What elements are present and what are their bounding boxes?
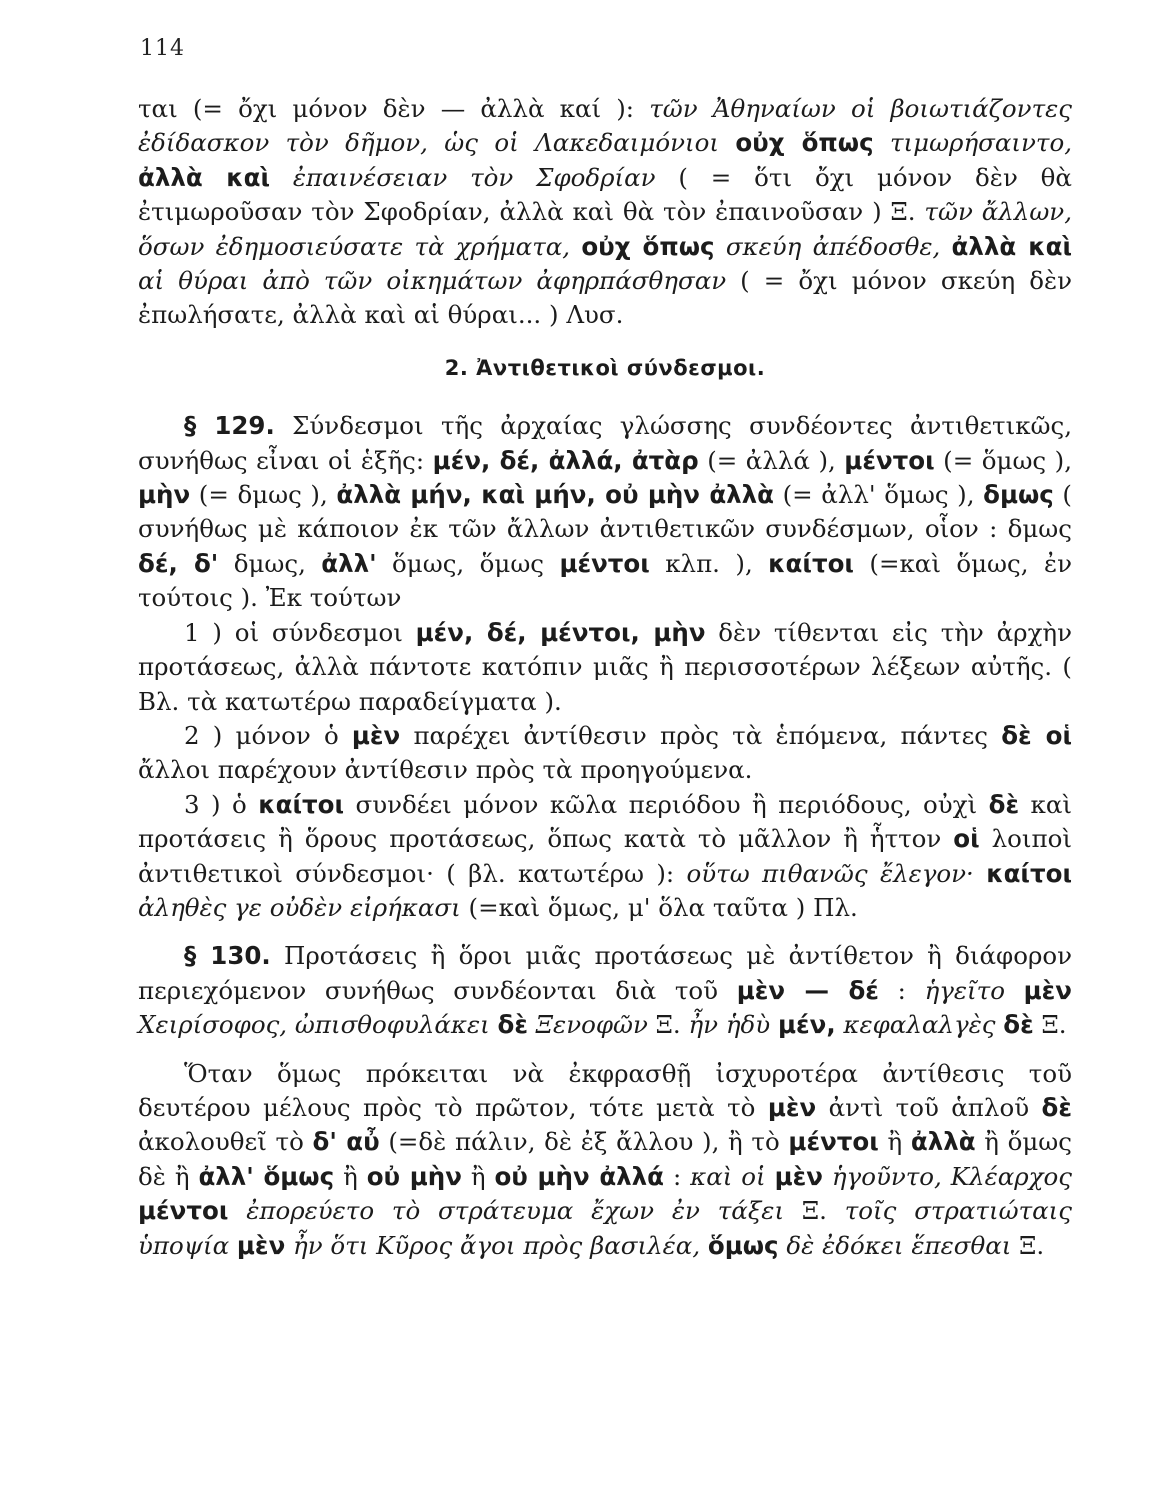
- section-heading: 2. Ἀντιθετικοὶ σύνδεσμοι.: [444, 355, 766, 380]
- text: [974, 859, 986, 888]
- text: (= ἀλλ' ὅμως ),: [774, 480, 984, 510]
- example-text: σκεύη ἀπέδοσθε,: [714, 231, 952, 261]
- bold-term: οὐ μὴν ἀλλά: [494, 1161, 665, 1191]
- example-text: ἀληθὲς γε οὐδὲν εἰρήκασι: [138, 892, 461, 922]
- bold-term: μέντοι: [844, 445, 935, 475]
- example-text: ἐπαινέσειαν τὸν Σφοδρίαν: [270, 162, 656, 192]
- paragraph-130: [138, 939, 1072, 1042]
- bold-term: καίτοι: [258, 789, 345, 819]
- text: ( = ὄχι μόνον σκεύη δὲν ἐπωλήσατε, ἀλλὰ καὶ αἱ θύραι... ) Λυσ.: [138, 266, 1072, 330]
- bold-term: μὲν: [236, 1230, 286, 1260]
- bold-term: μὲν — δέ: [736, 975, 879, 1005]
- text: καὶ προτάσεις ἢ ὅρους προτάσεως, ὅπως κατὰ τὸ μᾶλλον ἢ ἧττον: [138, 789, 1073, 854]
- paragraph-emphatic-contrast: [138, 1057, 1072, 1263]
- example-text: ἡγεῖτο: [924, 975, 1024, 1005]
- bold-term: καίτοι: [986, 858, 1072, 888]
- section-number: § 130.: [184, 941, 271, 971]
- text: Ξ.: [1011, 1230, 1045, 1260]
- bold-term: ἀλλ': [321, 548, 377, 578]
- bold-term: δὲ οἱ: [1001, 720, 1072, 750]
- text: (=καὶ ὅμως, ἐν τούτοις ). Ἐκ τούτων: [138, 548, 1072, 613]
- bold-term: δὲ: [1003, 1010, 1034, 1040]
- example-text: ἦν ὅτι Κῦρος ἄγοι πρὸς βασιλέα,: [285, 1230, 708, 1260]
- bold-term: καίτοι: [768, 548, 854, 578]
- bold-term: δὲ: [988, 789, 1020, 819]
- text: (= ἀλλά ),: [698, 445, 845, 475]
- text: Ξ.: [647, 1010, 689, 1040]
- text: Σύνδεσμοι τῆς ἀρχαίας γλώσσης συνδέοντες ἀντιθετικῶς, συνήθως εἶναι οἱ ἑξῆς:: [138, 411, 1072, 475]
- bold-term: ἀλλὰ καὶ: [951, 231, 1072, 261]
- text: ἢ ὅμως δὲ ἢ: [138, 1127, 1072, 1191]
- bold-term: οὐχ ὅπως: [581, 231, 715, 261]
- example-text: τῶν ἄλλων, ὅσων ἐδημοσιεύσατε τὰ χρήματα,: [138, 197, 1072, 261]
- example-text: ἡγοῦντο, Κλέαρχος: [822, 1161, 1072, 1191]
- example-text: ἐπορεύετο τὸ στράτευμα ἔχων ἐν τάξει: [228, 1196, 785, 1226]
- text: ἀντὶ τοῦ ἁπλοῦ: [816, 1092, 1042, 1122]
- bold-term: ἀλλ' ὅμως: [198, 1161, 335, 1191]
- example-text: Ξενοφῶν: [528, 1010, 648, 1040]
- text: (= δμως ),: [190, 480, 337, 510]
- text: 2 ) μόνον ὁ: [184, 720, 352, 750]
- bold-term: μέντοι: [559, 548, 650, 578]
- page-number: 114: [140, 36, 185, 61]
- text: :: [664, 1161, 691, 1191]
- text: ἢ: [878, 1127, 911, 1157]
- text: 3 ) ὁ: [184, 789, 259, 819]
- text: 1 ) οἱ σύνδεσμοι: [184, 617, 416, 647]
- bold-term: μὲν: [774, 1161, 823, 1191]
- example-text: οὕτω πιθανῶς ἔλεγον·: [686, 858, 974, 888]
- bold-term: μέν,: [777, 1010, 836, 1040]
- bold-term: οἱ: [953, 824, 980, 854]
- example-text: τιμωρήσαιντο,: [873, 128, 1072, 158]
- bold-term: ἀλλὰ καὶ: [138, 162, 271, 192]
- bold-term: μὲν: [351, 720, 401, 750]
- example-text: δὲ ἐδόκει ἕπεσθαι: [778, 1230, 1012, 1260]
- body-text: [138, 92, 1072, 1263]
- text: ἢ: [334, 1161, 367, 1191]
- text: κλπ. ),: [649, 548, 769, 578]
- bold-term: μέν, δέ, ἀλλά, ἀτὰρ: [432, 445, 699, 475]
- example-text: κεφαλαλγὲς: [835, 1010, 996, 1040]
- text: δμως,: [218, 548, 322, 578]
- text: ( συνήθως μὲ κάποιον ἐκ τῶν ἄλλων ἀντιθετικῶν συνδέσμων, οἷον : δμως: [138, 480, 1072, 544]
- bold-term: μὲν: [767, 1092, 817, 1122]
- text: ( = ὅτι ὄχι μόνον δὲν θὰ ἐτιμωροῦσαν τὸν Σφοδρίαν, ἀλλὰ καὶ θὰ τὸν ἐπαινοῦσαν ) Ξ.: [138, 162, 1072, 227]
- bold-term: οὐ μὴν: [366, 1161, 462, 1191]
- bold-term: ἀλλὰ: [910, 1127, 976, 1157]
- section-number: § 129.: [184, 411, 275, 441]
- text: ἄλλοι παρέχουν ἀντίθεσιν πρὸς τὰ προηγούμενα.: [138, 755, 753, 785]
- bold-term: ἀλλὰ μήν, καὶ μήν, οὐ μὴν ἀλλὰ: [336, 480, 774, 510]
- text: Ξ.: [784, 1196, 845, 1226]
- text: συνδέει μόνον κῶλα περιόδου ἢ περιόδους, οὐχὶ: [344, 789, 989, 819]
- paragraph-continuation: [138, 92, 1072, 333]
- bold-term: μέντοι: [788, 1127, 879, 1157]
- bold-term: δὲ: [497, 1010, 529, 1040]
- bold-term: ὅμως: [707, 1230, 779, 1260]
- example-text: ἦν ἡδὺ: [688, 1010, 778, 1040]
- text: ὅμως, ὅμως: [376, 548, 560, 578]
- text: λοιποὶ ἀντιθετικοὶ σύνδεσμοι· ( βλ. κατωτέρω ):: [138, 824, 1072, 888]
- text: (=καὶ ὅμως, μ' ὅλα ταῦτα ) Πλ.: [460, 892, 858, 922]
- bold-term: μέν, δέ, μέντοι, μὴν: [415, 617, 706, 647]
- bold-term: οὐχ ὅπως: [735, 128, 874, 158]
- text: ἢ: [461, 1161, 495, 1191]
- text: Ὅταν ὅμως πρόκειται νὰ ἐκφρασθῇ ἰσχυροτέρα ἀντίθεσις τοῦ δευτέρου μέλους πρὸς τὸ πρῶτον, τότε μετὰ τὸ: [138, 1058, 1072, 1122]
- example-text: καὶ οἱ: [690, 1161, 775, 1191]
- bold-term: δ' αὖ: [312, 1127, 380, 1157]
- example-text: αἱ θύραι ἀπὸ τῶν οἰκημάτων ἀφηρπάσθησαν: [138, 266, 727, 296]
- text: ται (= ὄχι μόνον δὲν — ἀλλὰ καί ):: [138, 94, 650, 123]
- bold-term: μέντοι: [138, 1196, 229, 1226]
- text: ἀκολουθεῖ τὸ: [138, 1127, 313, 1157]
- paragraph-129: [138, 409, 1072, 615]
- bold-term: μὲν: [1023, 975, 1072, 1005]
- bold-term: δέ, δ': [138, 548, 219, 578]
- example-text: τῶν Ἀθηναίων οἱ βοιωτιάζοντες ἐδίδασκον τὸν δῆμον, ὡς οἱ Λακεδαιμόνιοι: [138, 94, 1072, 158]
- text: :: [878, 975, 925, 1005]
- text: παρέχει ἀντίθεσιν πρὸς τὰ ἑπόμενα, πάντες: [400, 720, 1002, 750]
- text: Προτάσεις ἢ ὅροι μιᾶς προτάσεως μὲ ἀντίθετον ἢ διάφορον περιεχόμενον συνήθως συνδέονται διὰ τοῦ: [138, 941, 1072, 1005]
- bold-term: δὲ: [1041, 1092, 1072, 1122]
- text: (=δὲ πάλιν, δὲ ἐξ ἄλλου ), ἢ τὸ: [379, 1127, 789, 1157]
- text: (= ὅμως ),: [934, 445, 1073, 475]
- list-item-3: [138, 788, 1072, 926]
- bold-term: δμως: [983, 480, 1054, 510]
- bold-term: μὴν: [138, 480, 191, 510]
- text: Ξ.: [1033, 1010, 1067, 1040]
- example-text: Χειρίσοφος, ὠπισθοφυλάκει: [138, 1010, 498, 1040]
- example-text: τοῖς στρατιώταις ὑποψία: [138, 1196, 1072, 1260]
- list-item-2: [138, 719, 1072, 788]
- list-item-1: [138, 616, 1072, 719]
- text: δὲν τίθενται εἰς τὴν ἀρχὴν προτάσεως, ἀλλὰ πάντοτε κατόπιν μιᾶς ἢ περισσοτέρων λέξεων αὐτῆς. ( Βλ. τὰ κατωτέρω παραδείγματα ).: [138, 617, 1072, 716]
